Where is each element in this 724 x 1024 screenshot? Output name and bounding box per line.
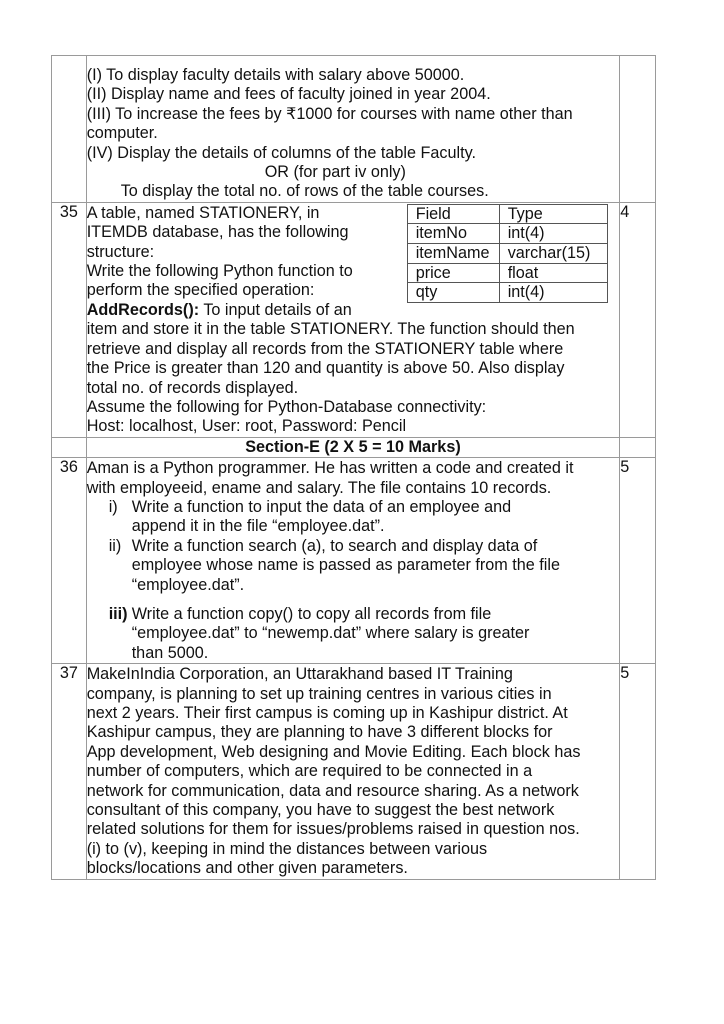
text-line: ITEMDB database, has the following (86, 223, 349, 242)
text-line: than 5000. (131, 643, 209, 662)
question-body (86, 458, 620, 664)
text-line: computer. (86, 124, 158, 143)
schema-type: int(4) (499, 283, 607, 303)
marks-cell (620, 56, 656, 203)
text-line: Write a function search (a), to search and display data of (131, 536, 538, 555)
text-line: (IV) Display the details of columns of the table Faculty. (86, 143, 476, 162)
function-desc: To input details of an (199, 300, 352, 319)
schema-row (407, 283, 607, 303)
question-number: 36 (52, 458, 87, 664)
question-body (86, 664, 620, 879)
question-row-34-continued (52, 56, 656, 203)
text-line: consultant of this company, you have to suggest the best network (86, 801, 555, 820)
text-line: total no. of records displayed. (86, 378, 299, 397)
section-header-row (52, 437, 656, 457)
text-line: next 2 years. Their first campus is coming up in Kashipur district. At (86, 704, 568, 722)
q35-intro (87, 204, 387, 301)
text-line: App development, Web designing and Movie Editing. Each block has (86, 742, 581, 761)
question-table (51, 55, 656, 880)
question-number: 37 (52, 664, 87, 879)
text-line: with employeeid, ename and salary. The file contains 10 records. (86, 478, 552, 497)
marks-cell (620, 437, 656, 457)
text-line: blocks/locations and other given parameters. (86, 859, 408, 878)
schema-field: price (407, 263, 499, 283)
sub-question (87, 498, 620, 537)
schema-row (407, 263, 607, 283)
text-line: A table, named STATIONERY, in (86, 203, 320, 222)
text-line: “employee.dat”. (131, 575, 245, 594)
text-line: employee whose name is passed as parameter from the file (131, 556, 560, 575)
marks: 5 (620, 458, 656, 664)
schema-header-type: Type (499, 204, 607, 224)
schema-field: qty (407, 283, 499, 303)
schema-type: float (499, 263, 607, 283)
text-line: number of computers, which are required to be connected in a (86, 762, 533, 781)
schema-type: int(4) (499, 224, 607, 244)
marks: 4 (620, 202, 656, 437)
schema-row (407, 224, 607, 244)
schema-header-row (407, 204, 607, 224)
text-line: perform the specified operation: (86, 281, 315, 300)
text-line: structure: (86, 242, 155, 261)
sub-question (87, 605, 620, 663)
text-line: append it in the file “employee.dat”. (131, 517, 385, 536)
schema-row (407, 244, 607, 264)
question-row-37 (52, 664, 656, 879)
section-title: Section-E (2 X 5 = 10 Marks) (86, 437, 620, 457)
text-line: retrieve and display all records from the STATIONERY table where (86, 339, 564, 358)
text-line: Write a function to input the data of an employee and (131, 497, 512, 516)
sub-question-list (87, 498, 620, 663)
or-line: OR (for part iv only) (264, 163, 406, 182)
schema-field: itemName (407, 244, 499, 264)
alternative-line: To display the total no. of rows of the table courses. (120, 182, 489, 201)
text-line: “employee.dat” to “newemp.dat” where salary is greater (131, 624, 530, 643)
text-line: related solutions for them for issues/problems raised in question nos. (86, 820, 580, 839)
stationery-schema-table (407, 204, 608, 303)
text-line: Aman is a Python programmer. He has written a code and created it (86, 459, 574, 478)
question-number: 35 (52, 202, 87, 437)
question-row-35 (52, 202, 656, 437)
text-line: (I) To display faculty details with salary above 50000. (86, 66, 465, 84)
text-line: Write the following Python function to (86, 262, 353, 281)
schema-header-field: Field (407, 204, 499, 224)
text-line: item and store it in the table STATIONERY. The function should then (86, 320, 575, 339)
text-line: network for communication, data and resource sharing. As a network (86, 781, 579, 800)
function-name: AddRecords(): (86, 300, 200, 319)
text-line: MakeInIndia Corporation, an Uttarakhand based IT Training (86, 665, 513, 684)
text-line: Assume the following for Python-Database connectivity: (86, 397, 487, 416)
text-line: company, is planning to set up training centres in various cities in (86, 684, 552, 703)
text-line: Write a function copy() to copy all records from file (131, 604, 492, 623)
question-row-36 (52, 458, 656, 664)
sub-question-label: iii) (108, 604, 128, 623)
text-line: (III) To increase the fees by ₹1000 for courses with name other than (86, 104, 573, 123)
sub-question-label: ii) (108, 536, 122, 555)
question-body (86, 202, 620, 437)
question-body (86, 56, 620, 203)
text-line: the Price is greater than 120 and quantity is above 50. Also display (86, 359, 565, 378)
text-line: (II) Display name and fees of faculty joined in year 2004. (86, 85, 491, 104)
marks: 5 (620, 664, 656, 879)
sub-question-text (132, 537, 620, 595)
sub-question-text (132, 605, 620, 663)
text-line: Kashipur campus, they are planning to have 3 different blocks for (86, 723, 553, 742)
text-line: (i) to (v), keeping in mind the distances between various (86, 839, 488, 858)
question-number-cell (52, 437, 87, 457)
question-number-cell (52, 56, 87, 203)
text-line: Host: localhost, User: root, Password: Pencil (86, 417, 407, 436)
schema-type: varchar(15) (499, 244, 607, 264)
q35-content (87, 204, 620, 437)
sub-question (87, 537, 620, 595)
sub-question-text (132, 498, 620, 537)
function-line (87, 301, 620, 320)
sub-question-label: i) (108, 497, 118, 516)
schema-field: itemNo (407, 224, 499, 244)
